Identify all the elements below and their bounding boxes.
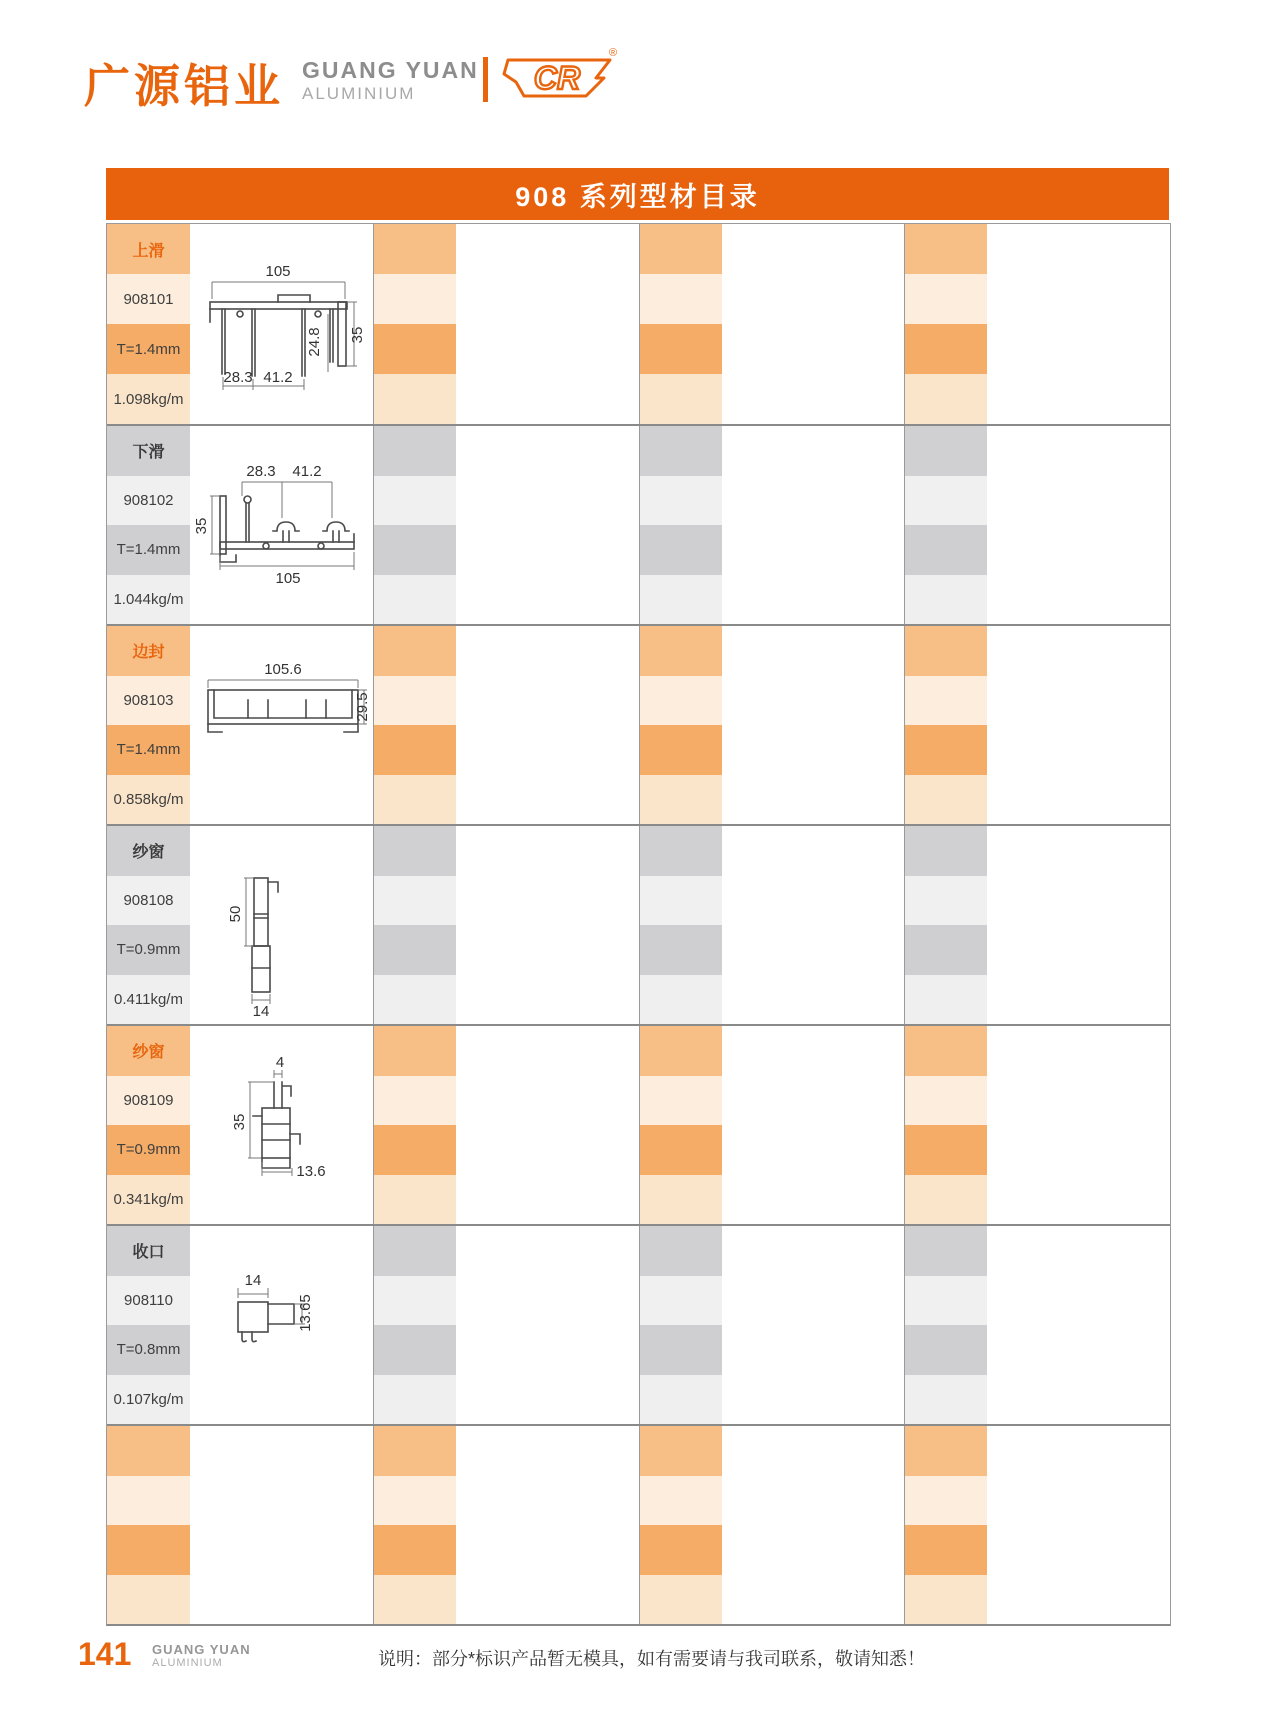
column-divider xyxy=(639,826,640,1024)
label-strip xyxy=(107,426,190,624)
column-divider xyxy=(639,1226,640,1424)
label-cell-code xyxy=(373,876,456,926)
label-strip xyxy=(373,1226,456,1424)
label-cell-code xyxy=(639,876,722,926)
label-cell-code xyxy=(373,1076,456,1126)
label-cell-code: 908110 xyxy=(107,1276,190,1326)
profile-group-row xyxy=(107,224,1170,424)
footer-brand-en-sub: ALUMINIUM xyxy=(152,1657,223,1669)
catalog-title-bar xyxy=(106,168,1169,220)
column-divider xyxy=(373,1426,374,1624)
label-strip xyxy=(904,826,987,1024)
label-cell-code xyxy=(639,274,722,324)
label-strip xyxy=(639,1026,722,1224)
label-cell-name xyxy=(639,224,722,274)
profile-drawing-908109 xyxy=(190,1026,373,1226)
label-strip xyxy=(373,1426,456,1624)
catalog xyxy=(106,168,1169,1626)
label-cell-name: 上滑 xyxy=(107,224,190,274)
label-cell-name xyxy=(904,1226,987,1276)
label-cell-name: 纱窗 xyxy=(107,826,190,876)
svg-text:105.6: 105.6 xyxy=(264,661,302,678)
svg-text:35: 35 xyxy=(193,517,210,535)
label-cell-thickness xyxy=(904,1325,987,1375)
label-strip xyxy=(639,826,722,1024)
label-strip xyxy=(904,626,987,824)
label-cell-thickness: T=0.9mm xyxy=(107,1125,190,1175)
column-divider xyxy=(373,826,374,1024)
label-cell-weight xyxy=(904,1575,987,1625)
column-divider xyxy=(639,224,640,424)
label-cell-name: 边封 xyxy=(107,626,190,676)
label-cell-name xyxy=(373,626,456,676)
svg-text:4: 4 xyxy=(275,1054,285,1071)
label-cell-thickness xyxy=(373,1525,456,1575)
svg-text:105: 105 xyxy=(275,570,301,587)
label-cell-name xyxy=(373,826,456,876)
label-cell-thickness xyxy=(904,525,987,575)
profile-group-row xyxy=(107,424,1170,624)
svg-text:50: 50 xyxy=(227,905,244,923)
label-cell-thickness xyxy=(373,1325,456,1375)
label-cell-weight xyxy=(373,1575,456,1625)
label-cell-name: 下滑 xyxy=(107,426,190,476)
label-strip xyxy=(107,826,190,1024)
label-strip xyxy=(107,1226,190,1424)
label-cell-weight xyxy=(373,1175,456,1225)
label-cell-code xyxy=(904,876,987,926)
label-cell-thickness xyxy=(373,925,456,975)
label-cell-code: 908103 xyxy=(107,676,190,726)
label-cell-name xyxy=(904,1426,987,1476)
label-strip xyxy=(107,1026,190,1224)
label-cell-thickness: T=0.8mm xyxy=(107,1325,190,1375)
label-cell-thickness: T=1.4mm xyxy=(107,525,190,575)
column-divider xyxy=(904,1026,905,1224)
label-cell-code xyxy=(639,1276,722,1326)
label-cell-code xyxy=(639,676,722,726)
label-cell-code: 908101 xyxy=(107,274,190,324)
label-cell-code: 908102 xyxy=(107,476,190,526)
label-cell-code xyxy=(373,274,456,324)
label-cell-weight: 1.044kg/m xyxy=(107,575,190,625)
profile-group-row xyxy=(107,824,1170,1024)
profile-table xyxy=(106,223,1171,1626)
label-strip xyxy=(904,426,987,624)
label-cell-weight xyxy=(904,1175,987,1225)
column-divider xyxy=(904,224,905,424)
svg-text:14: 14 xyxy=(244,1272,262,1289)
column-divider xyxy=(373,426,374,624)
label-cell-code xyxy=(904,274,987,324)
label-cell-weight xyxy=(639,575,722,625)
label-strip xyxy=(107,224,190,424)
profile-drawing-908108 xyxy=(190,826,373,1026)
label-cell-weight xyxy=(639,1575,722,1625)
column-divider xyxy=(373,224,374,424)
label-strip xyxy=(373,224,456,424)
profile-group-row xyxy=(107,1224,1170,1424)
label-cell-weight xyxy=(904,374,987,424)
label-cell-name xyxy=(639,826,722,876)
label-cell-weight xyxy=(373,975,456,1025)
label-cell-thickness xyxy=(373,324,456,374)
column-divider xyxy=(904,826,905,1024)
label-strip xyxy=(639,1426,722,1624)
brand-logo-cn: 广源铝业 xyxy=(84,60,284,112)
label-cell-code xyxy=(107,1476,190,1526)
label-cell-name: 收口 xyxy=(107,1226,190,1276)
label-cell-code xyxy=(904,676,987,726)
label-cell-name xyxy=(639,426,722,476)
label-strip xyxy=(904,1026,987,1224)
label-cell-name xyxy=(904,224,987,274)
label-cell-code: 908108 xyxy=(107,876,190,926)
svg-text:24.8: 24.8 xyxy=(306,327,323,357)
label-strip xyxy=(639,426,722,624)
column-divider xyxy=(373,626,374,824)
profile-group-row xyxy=(107,1024,1170,1224)
label-cell-thickness xyxy=(639,324,722,374)
label-cell-code xyxy=(639,1476,722,1526)
label-cell-name xyxy=(639,1226,722,1276)
svg-text:41.2: 41.2 xyxy=(292,463,322,480)
cr-logo-text: CR xyxy=(533,60,581,96)
label-cell-code xyxy=(373,1476,456,1526)
label-cell-thickness xyxy=(639,525,722,575)
svg-text:14: 14 xyxy=(252,1003,270,1020)
label-cell-name xyxy=(904,826,987,876)
label-cell-code xyxy=(639,1076,722,1126)
label-cell-weight: 0.858kg/m xyxy=(107,775,190,825)
label-strip xyxy=(639,224,722,424)
svg-text:35: 35 xyxy=(231,1113,248,1131)
label-strip xyxy=(904,1226,987,1424)
label-cell-thickness: T=1.4mm xyxy=(107,324,190,374)
cr-logo-icon xyxy=(500,44,618,110)
svg-text:28.3: 28.3 xyxy=(223,369,253,386)
label-strip xyxy=(107,1426,190,1624)
footer-brand-en: GUANG YUAN xyxy=(152,1642,251,1657)
label-cell-name xyxy=(639,626,722,676)
label-cell-name xyxy=(904,426,987,476)
label-cell-thickness xyxy=(373,725,456,775)
label-cell-weight: 0.411kg/m xyxy=(107,975,190,1025)
svg-text:13.6: 13.6 xyxy=(296,1163,326,1180)
label-cell-thickness xyxy=(639,1525,722,1575)
svg-text:13.65: 13.65 xyxy=(297,1294,314,1332)
catalog-title: 908 系列型材目录 xyxy=(515,181,760,212)
label-cell-name xyxy=(107,1426,190,1476)
label-cell-name xyxy=(904,1026,987,1076)
label-cell-weight xyxy=(373,374,456,424)
label-cell-code xyxy=(639,476,722,526)
label-cell-name: 纱窗 xyxy=(107,1026,190,1076)
label-cell-thickness xyxy=(904,725,987,775)
label-cell-thickness xyxy=(904,1125,987,1175)
column-divider xyxy=(373,1026,374,1224)
label-cell-code xyxy=(904,1076,987,1126)
column-divider xyxy=(904,1426,905,1624)
label-cell-code xyxy=(904,476,987,526)
label-cell-code xyxy=(373,676,456,726)
label-cell-thickness xyxy=(904,925,987,975)
registered-mark: ® xyxy=(609,47,618,59)
label-cell-thickness: T=0.9mm xyxy=(107,925,190,975)
footer-note: 说明：部分*标识产品暂无模具，如有需要请与我司联系，敬请知悉！ xyxy=(378,1649,926,1669)
profile-group-row xyxy=(107,1424,1170,1624)
svg-text:28.3: 28.3 xyxy=(246,463,276,480)
column-divider xyxy=(639,1026,640,1224)
label-cell-weight: 0.107kg/m xyxy=(107,1375,190,1425)
label-cell-weight xyxy=(639,775,722,825)
label-cell-code xyxy=(373,1276,456,1326)
label-cell-name xyxy=(639,1426,722,1476)
svg-text:105: 105 xyxy=(265,263,291,280)
label-strip xyxy=(904,1426,987,1624)
label-cell-code xyxy=(904,1276,987,1326)
profile-group-row xyxy=(107,624,1170,824)
label-strip xyxy=(639,1226,722,1424)
label-cell-weight xyxy=(639,975,722,1025)
label-strip xyxy=(373,826,456,1024)
label-cell-weight xyxy=(904,775,987,825)
label-strip xyxy=(373,426,456,624)
label-cell-weight xyxy=(373,575,456,625)
label-cell-thickness xyxy=(639,1325,722,1375)
label-cell-weight xyxy=(107,1575,190,1625)
column-divider xyxy=(904,1226,905,1424)
profile-drawing-908102 xyxy=(190,426,373,626)
label-cell-code xyxy=(373,476,456,526)
brand-logo-en: GUANG YUAN xyxy=(302,57,479,83)
label-cell-thickness xyxy=(107,1525,190,1575)
label-cell-name xyxy=(639,1026,722,1076)
svg-text:29.5: 29.5 xyxy=(354,692,371,722)
label-cell-name xyxy=(373,426,456,476)
label-cell-weight xyxy=(639,374,722,424)
label-cell-thickness xyxy=(373,525,456,575)
profile-drawing-908110 xyxy=(190,1226,373,1426)
label-cell-weight xyxy=(904,575,987,625)
label-cell-thickness: T=1.4mm xyxy=(107,725,190,775)
brand-divider xyxy=(483,57,488,102)
label-cell-name xyxy=(904,626,987,676)
profile-drawing-908101 xyxy=(190,224,373,424)
label-cell-name xyxy=(373,1426,456,1476)
label-cell-code: 908109 xyxy=(107,1076,190,1126)
label-strip xyxy=(107,626,190,824)
label-cell-thickness xyxy=(904,324,987,374)
label-cell-thickness xyxy=(639,725,722,775)
label-cell-name xyxy=(373,1026,456,1076)
column-divider xyxy=(639,626,640,824)
label-cell-name xyxy=(373,224,456,274)
label-cell-weight: 1.098kg/m xyxy=(107,374,190,424)
profile-drawing-908103 xyxy=(190,626,373,826)
label-cell-weight xyxy=(904,1375,987,1425)
column-divider xyxy=(639,426,640,624)
label-cell-thickness xyxy=(373,1125,456,1175)
label-cell-weight xyxy=(904,975,987,1025)
label-cell-thickness xyxy=(639,925,722,975)
column-divider xyxy=(904,626,905,824)
svg-text:41.2: 41.2 xyxy=(263,369,293,386)
label-strip xyxy=(639,626,722,824)
label-cell-weight xyxy=(639,1375,722,1425)
label-strip xyxy=(373,626,456,824)
page-number: 141 xyxy=(78,1636,132,1672)
label-cell-weight xyxy=(373,775,456,825)
column-divider xyxy=(904,426,905,624)
column-divider xyxy=(639,1426,640,1624)
label-cell-thickness xyxy=(639,1125,722,1175)
label-cell-thickness xyxy=(904,1525,987,1575)
svg-text:35: 35 xyxy=(349,326,366,344)
label-cell-weight xyxy=(639,1175,722,1225)
column-divider xyxy=(373,1226,374,1424)
label-strip xyxy=(373,1026,456,1224)
label-cell-name xyxy=(373,1226,456,1276)
label-cell-code xyxy=(904,1476,987,1526)
label-strip xyxy=(904,224,987,424)
brand-logo-en-sub: ALUMINIUM xyxy=(302,84,416,103)
label-cell-weight xyxy=(373,1375,456,1425)
label-cell-weight: 0.341kg/m xyxy=(107,1175,190,1225)
